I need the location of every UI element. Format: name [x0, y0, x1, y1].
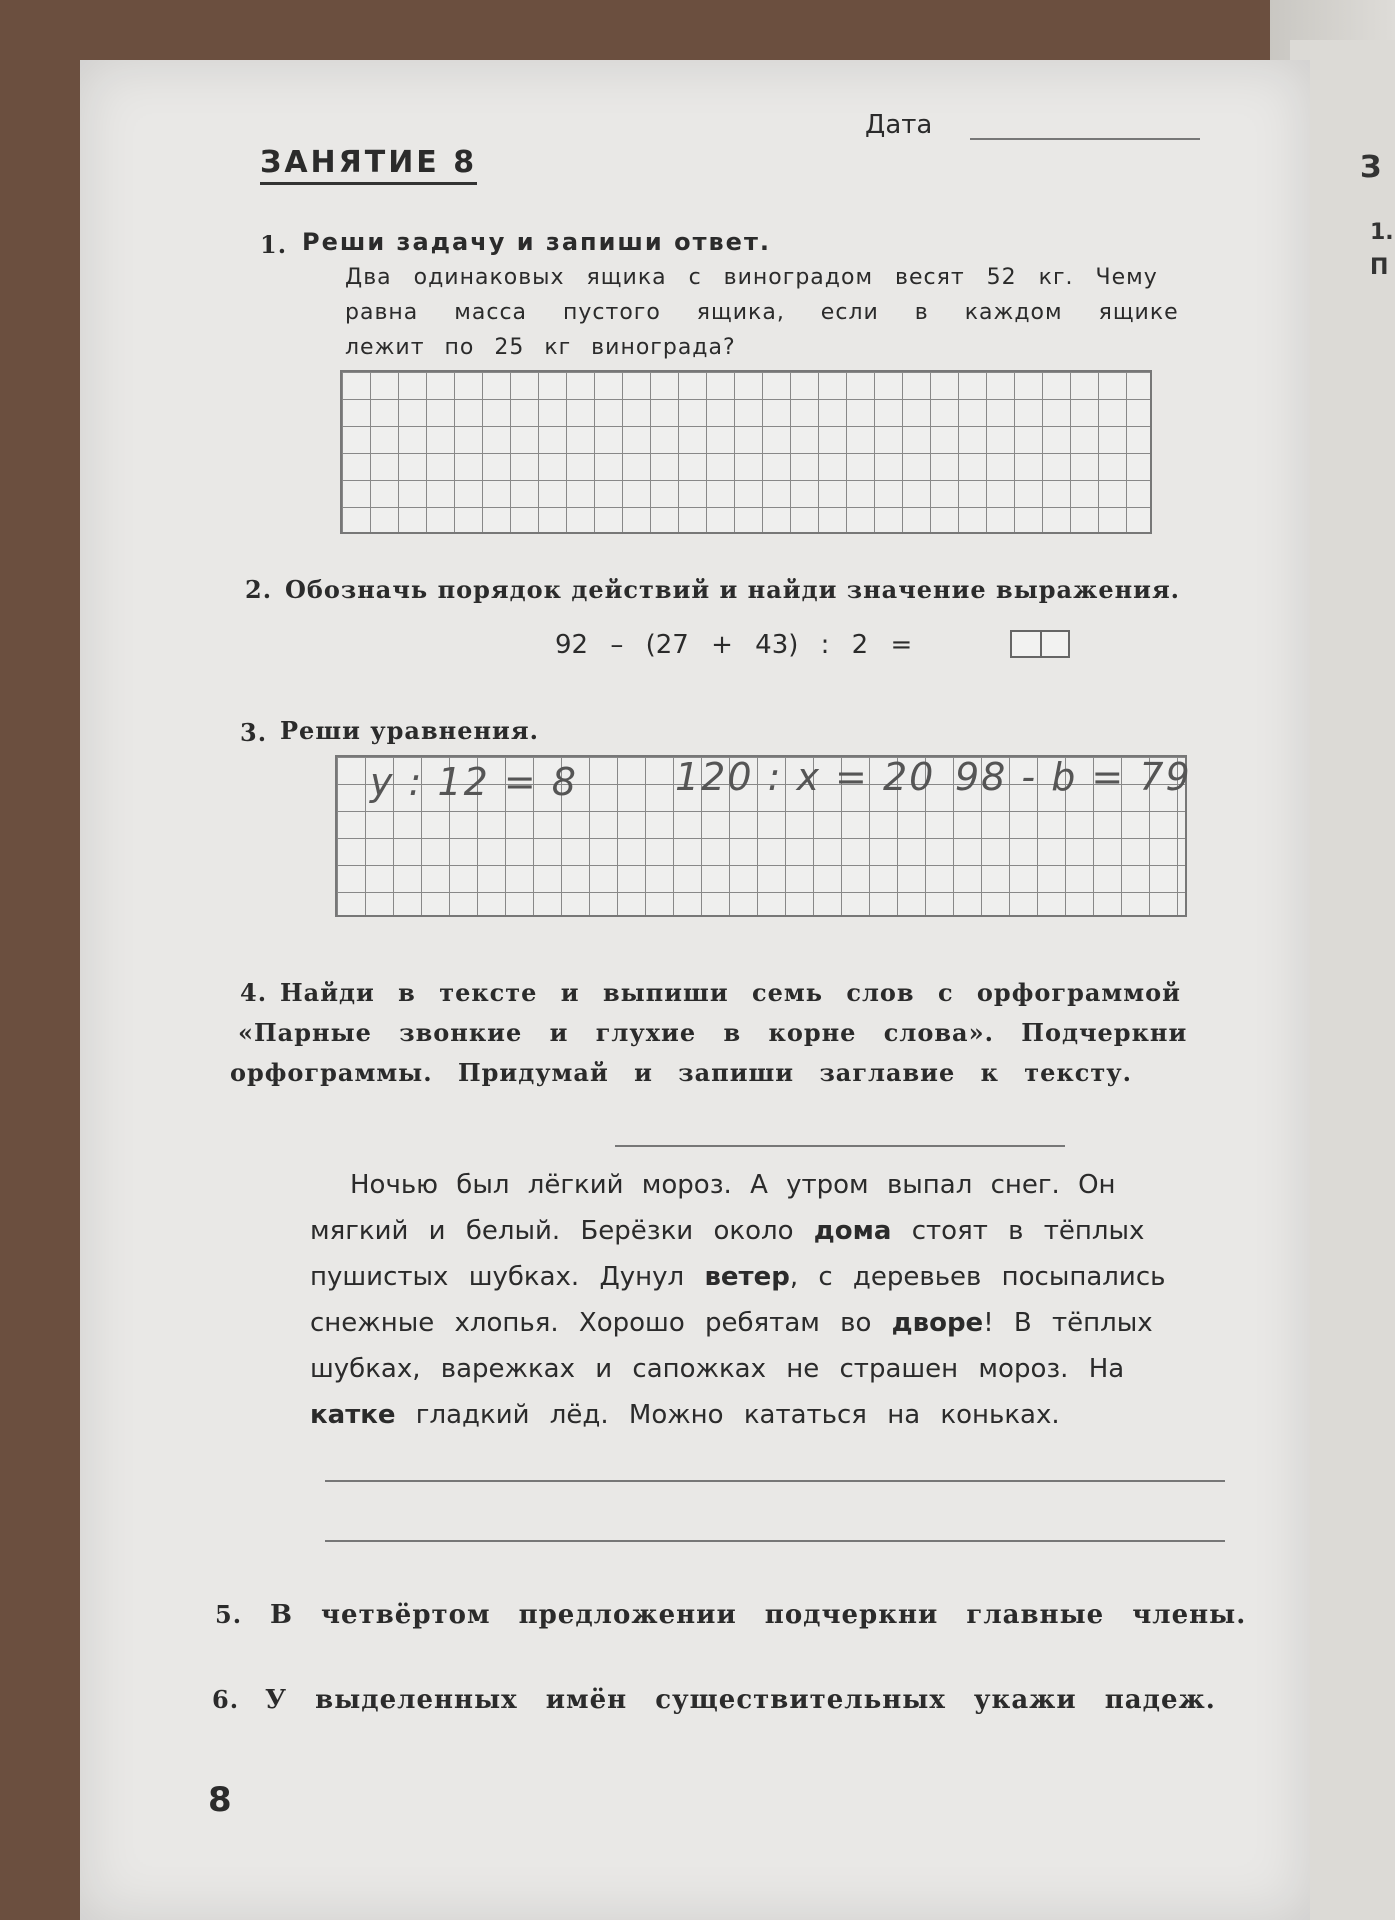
task5-text: В четвёртом предложении подчеркни главные члены.: [270, 1600, 1247, 1630]
task6-number: 6.: [212, 1685, 240, 1714]
task1-line2: равна масса пустого ящика, если в каждом ящике: [345, 300, 1179, 325]
expression-answer-box[interactable]: [1010, 630, 1070, 658]
task1-line3: лежит по 25 кг винограда?: [345, 335, 736, 360]
workbook-page: [80, 60, 1310, 1920]
adjacent-item-fragment: 1.: [1370, 220, 1394, 245]
writing-line-2[interactable]: [325, 1540, 1225, 1542]
task6-text: У выделенных имён существительных укажи падеж.: [265, 1685, 1216, 1715]
task5-number: 5.: [215, 1600, 243, 1629]
reading-passage: [310, 1162, 1230, 1438]
passage-text: мягкий и белый. Берёзки около: [310, 1216, 814, 1246]
highlighted-noun-veter: ветер: [704, 1262, 790, 1292]
passage-text: пушистых шубках. Дунул: [310, 1262, 705, 1292]
highlighted-noun-dvore: дворе: [891, 1308, 984, 1338]
task1-number: 1.: [260, 230, 288, 259]
task1-line1: Два одинаковых ящика с виноградом весят 52 кг. Чему: [345, 265, 1158, 290]
date-label: Дата: [865, 110, 933, 140]
handwritten-equation-2: 120 : x = 20: [675, 755, 936, 799]
task1-answer-grid[interactable]: [340, 370, 1152, 534]
highlighted-noun-doma: дома: [813, 1216, 892, 1246]
adjacent-title-fragment: З: [1360, 150, 1382, 185]
passage-text: снежные хлопья. Хорошо ребятам во: [310, 1308, 892, 1338]
task4-line1: Найди в тексте и выпиши семь слов с орфограммой: [280, 978, 1181, 1007]
adjacent-letter-fragment: П: [1370, 255, 1389, 280]
passage-line-1: Ночью был лёгкий мороз. А утром выпал снег. Он: [350, 1170, 1116, 1200]
title-answer-line[interactable]: [615, 1145, 1065, 1147]
task1-instruction: Реши задачу и запиши ответ.: [302, 228, 771, 256]
task3-number: 3.: [240, 718, 268, 747]
passage-text: стоят в тёплых: [891, 1216, 1145, 1246]
task3-instruction: Реши уравнения.: [280, 716, 539, 745]
math-expression: 92 – (27 + 43) : 2 =: [555, 630, 913, 660]
task2-instruction: Обозначь порядок действий и найди значение выражения.: [285, 575, 1181, 604]
passage-text: ! В тёплых: [983, 1308, 1153, 1338]
task4-number: 4.: [240, 978, 268, 1007]
handwritten-equation-3: 98 - b = 79: [955, 755, 1192, 799]
highlighted-noun-katke: катке: [310, 1400, 396, 1430]
lesson-title: ЗАНЯТИЕ 8: [260, 145, 477, 185]
passage-text: , с деревьев посыпались: [789, 1262, 1166, 1292]
writing-line-1[interactable]: [325, 1480, 1225, 1482]
handwritten-equation-1: y : 12 = 8: [370, 760, 578, 804]
date-line[interactable]: [970, 138, 1200, 140]
task2-number: 2.: [245, 575, 273, 604]
task4-line3: орфограммы. Придумай и запиши заглавие к тексту.: [230, 1058, 1132, 1087]
passage-text: гладкий лёд. Можно кататься на коньках.: [395, 1400, 1060, 1430]
task4-line2: «Парные звонкие и глухие в корне слова». Подчеркни: [238, 1018, 1188, 1047]
page-number: 8: [208, 1780, 232, 1820]
passage-line-5: шубках, варежках и сапожках не страшен мороз. На: [310, 1354, 1125, 1384]
